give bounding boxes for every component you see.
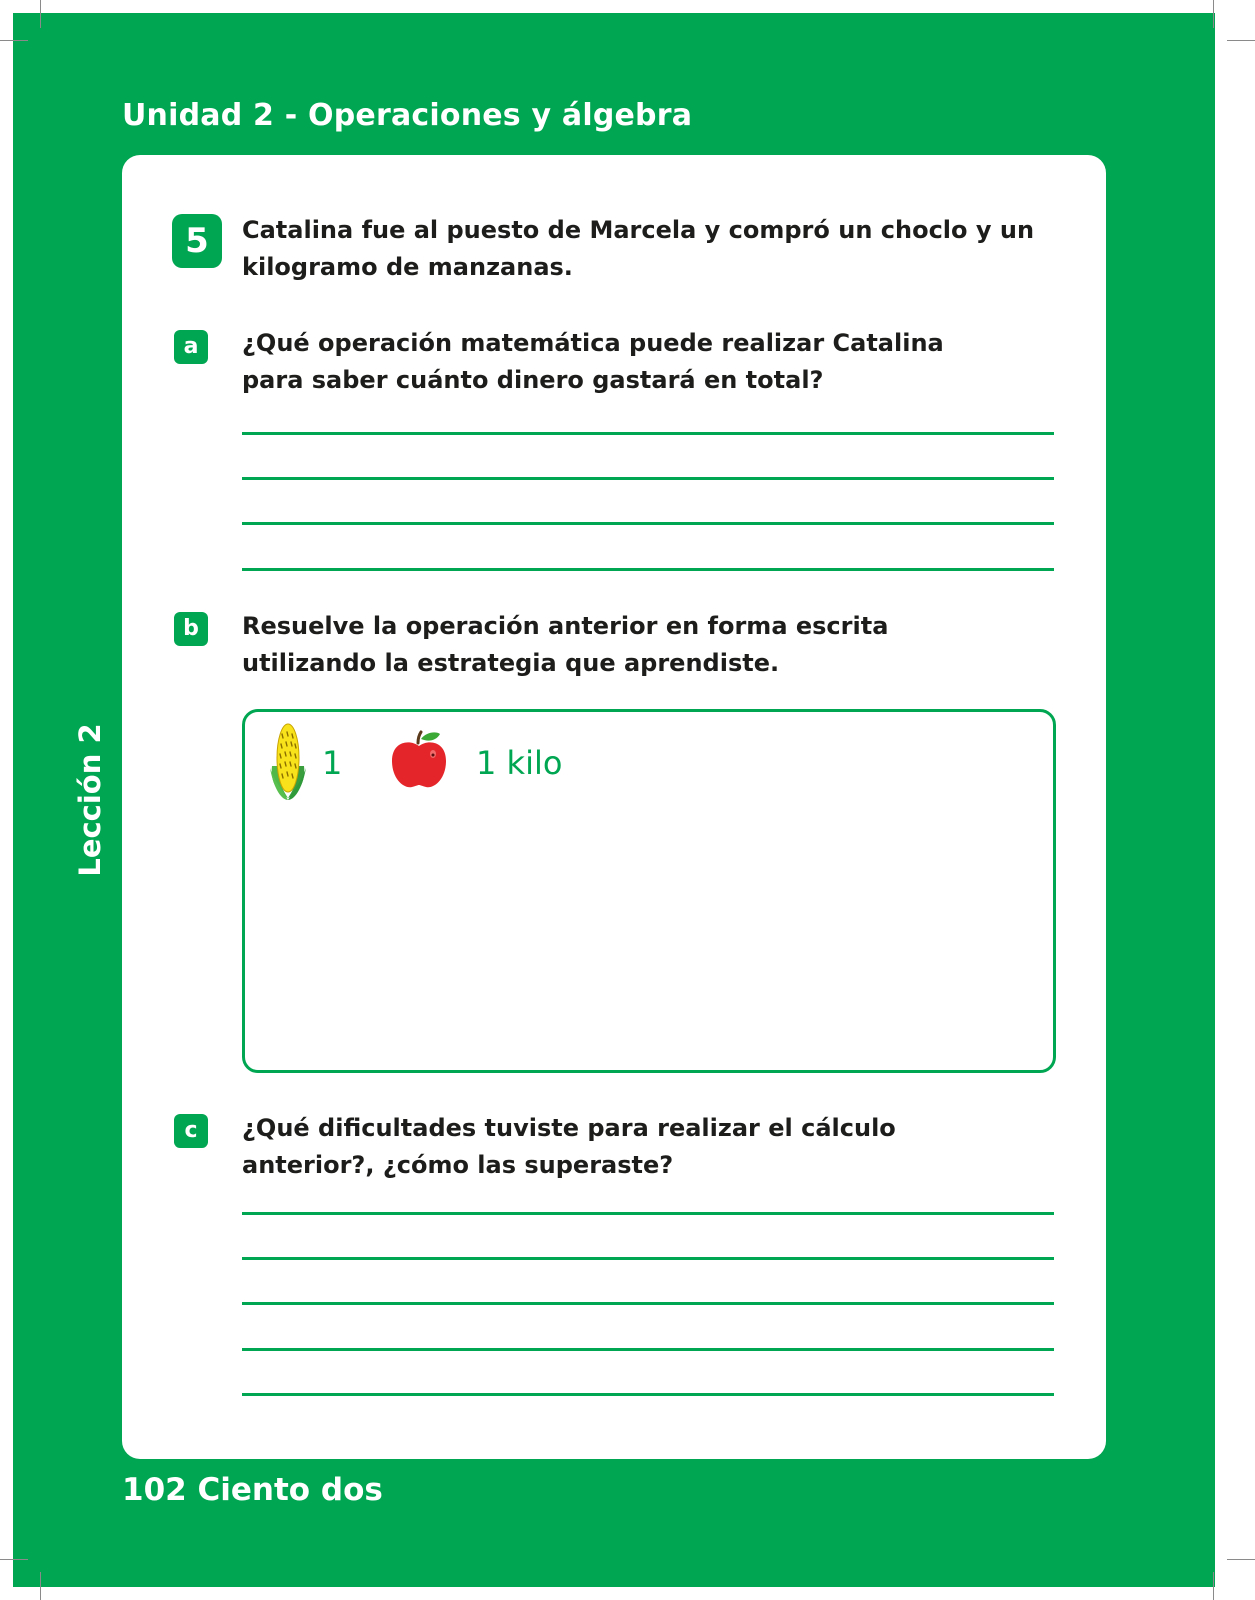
corn-quantity: 1 [322, 744, 343, 782]
answer-line[interactable] [242, 1212, 1054, 1215]
crop-mark [1227, 1559, 1255, 1560]
item-c-badge: c [174, 1114, 208, 1148]
crop-mark [0, 40, 28, 41]
answer-line[interactable] [242, 522, 1054, 525]
crop-mark [0, 1559, 28, 1560]
crop-mark [1213, 0, 1214, 28]
page-number: 102 Ciento dos [122, 1472, 383, 1508]
item-a-question: ¿Qué operación matemática puede realizar Catalina para saber cuánto dinero gastará en total? [242, 329, 944, 394]
apple-quantity: 1 kilo [476, 744, 563, 782]
answer-line[interactable] [242, 568, 1054, 571]
answer-line[interactable] [242, 432, 1054, 435]
work-area-box[interactable] [242, 709, 1056, 1073]
answer-line[interactable] [242, 477, 1054, 480]
lesson-tab: Lección 2 [73, 723, 107, 877]
crop-mark [1213, 1572, 1214, 1600]
answer-line[interactable] [242, 1348, 1054, 1351]
unit-title: Unidad 2 - Operaciones y álgebra [122, 98, 693, 133]
item-b-question: Resuelve la operación anterior en forma escrita utilizando la estrategia que aprendiste. [242, 612, 889, 677]
crop-mark [1227, 40, 1255, 41]
crop-mark [40, 1572, 41, 1600]
corn-icon [268, 720, 308, 802]
answer-line[interactable] [242, 1393, 1054, 1396]
activity-number-badge: 5 [172, 214, 222, 268]
item-b-badge: b [174, 612, 208, 646]
item-a-badge: a [174, 330, 208, 364]
item-c-question: ¿Qué dificultades tuviste para realizar el cálculo anterior?, ¿cómo las superaste? [242, 1114, 896, 1179]
apple-icon [388, 729, 450, 791]
activity-statement: Catalina fue al puesto de Marcela y compró un choclo y un kilogramo de manzanas. [242, 216, 1035, 281]
crop-mark [40, 0, 41, 28]
answer-line[interactable] [242, 1302, 1054, 1305]
answer-line[interactable] [242, 1257, 1054, 1260]
